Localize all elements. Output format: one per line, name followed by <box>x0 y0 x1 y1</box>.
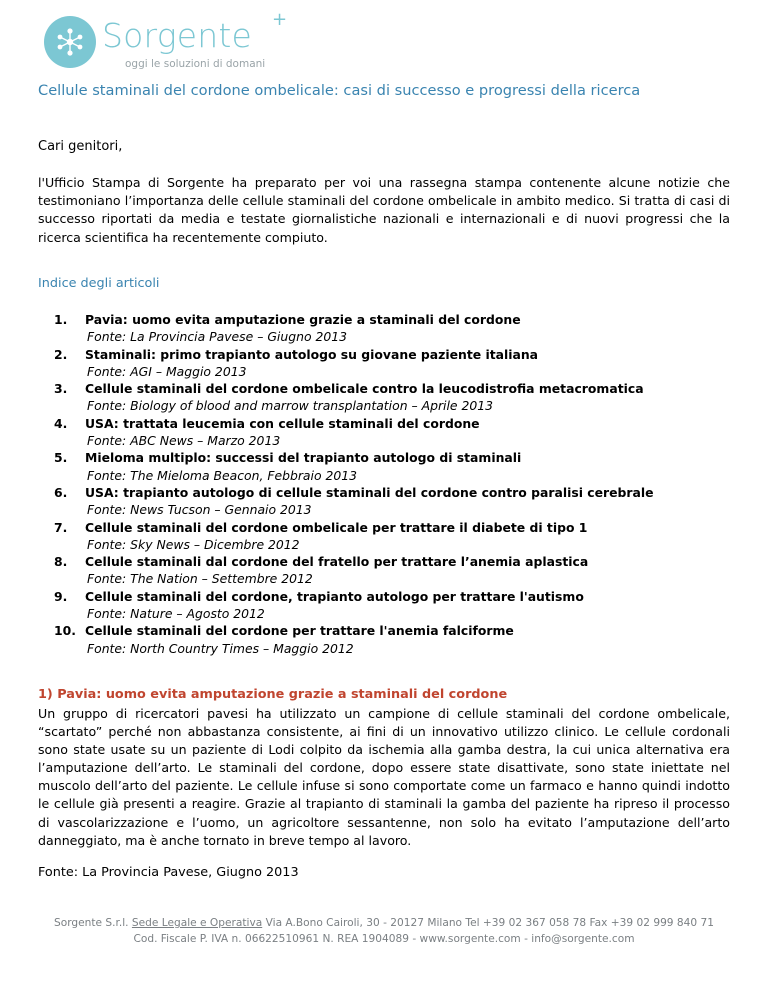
footer-company: Sorgente S.r.l. <box>54 917 129 929</box>
index-headline: Cellule staminali dal cordone del fratello per trattare l’anemia aplastica <box>85 554 589 570</box>
index-number: 9. <box>54 588 68 604</box>
index-number: 4. <box>54 415 68 431</box>
index-item <box>38 519 738 554</box>
index-headline: Cellule staminali del cordone ombelicale per trattare il diabete di tipo 1 <box>85 519 588 535</box>
article-heading: 1) Pavia: uomo evita amputazione grazie a staminali del cordone <box>38 687 508 702</box>
index-item <box>38 484 738 519</box>
logo-wordmark: Sorgente <box>102 16 252 55</box>
index-item <box>38 311 738 346</box>
index-number: 7. <box>54 519 68 535</box>
index-source: Fonte: Sky News – Dicembre 2012 <box>87 536 300 552</box>
index-item <box>38 415 738 450</box>
index-item <box>38 622 738 657</box>
index-headline: Cellule staminali del cordone ombelicale contro la leucodistrofia metacromatica <box>85 381 644 397</box>
index-headline: Mieloma multiplo: successi del trapianto autologo di staminali <box>85 450 522 466</box>
logo-tagline: oggi le soluzioni di domani <box>125 58 266 70</box>
index-source: Fonte: Nature – Agosto 2012 <box>87 606 265 622</box>
index-number: 2. <box>54 346 68 362</box>
article-body: Un gruppo di ricercatori pavesi ha utilizzato un campione di cellule staminali del cordone ombelicale, “scartato” perché non abbastanza consistente, ai fini di un innovativo utilizzo clinico. Le cellule cordonali sono state usate su un paziente di Lodi colpito da ischemia alla gamba destra, la cui unica alternativa era l’amputazione dell’arto. Le staminali del cordone, dopo essere state disattivate, sono state iniettate nel muscolo dell’arto del paziente. Le cellule infuse si sono comportate come un farmaco e hanno quindi indotto le cellule già presenti a reagire. Grazie al trapianto di staminali la gamba del paziente ha ripreso il processo di vascolarizzazione e l’uomo, un agricoltore sessantenne, non solo ha evitato l’amputazione dell’arto danneggiato, ma è anche tornato in breve tempo al lavoro. <box>38 706 730 848</box>
index-item <box>38 449 738 484</box>
index-headline: Cellule staminali del cordone, trapianto autologo per trattare l'autismo <box>85 588 584 604</box>
footer-line-2: Cod. Fiscale P. IVA n. 06622510961 N. REA 1904089 - www.sorgente.com - info@sorgente.com <box>133 933 635 945</box>
index-number: 3. <box>54 381 68 397</box>
article-index <box>38 311 738 657</box>
index-number: 10. <box>54 623 76 639</box>
article-source: Fonte: La Provincia Pavese, Giugno 2013 <box>38 865 299 880</box>
index-source: Fonte: Biology of blood and marrow transplantation – Aprile 2013 <box>87 398 494 414</box>
index-number: 5. <box>54 450 68 466</box>
index-number: 1. <box>54 312 68 327</box>
index-number: 6. <box>54 484 68 500</box>
sorgente-logo <box>44 9 288 70</box>
index-headline: USA: trapianto autologo di cellule staminali del cordone contro paralisi cerebrale <box>85 484 654 500</box>
index-source: Fonte: AGI – Maggio 2013 <box>87 363 247 379</box>
index-source: Fonte: La Provincia Pavese – Giugno 2013 <box>87 329 347 345</box>
index-item <box>38 380 738 415</box>
index-source: Fonte: North Country Times – Maggio 2012 <box>87 640 354 656</box>
footer-line-1 <box>0 915 768 931</box>
document-title: Cellule staminali del cordone ombelicale: casi di successo e progressi della ricerca <box>38 82 641 99</box>
intro-paragraph: l'Ufficio Stampa di Sorgente ha preparato per voi una rassegna stampa contenente alcune notizie che testimoniano l’importanza delle cellule staminali del cordone ombelicale in ambito medico. Si tratta di casi di successo riportati da media e testate giornalistiche nazionali e internazionali e di nuovi progressi che la ricerca scientifica ha recentemente compiuto. <box>38 175 730 245</box>
index-source: Fonte: The Nation – Settembre 2012 <box>87 571 313 587</box>
logo-plus: + <box>272 9 288 30</box>
index-number: 8. <box>54 554 68 570</box>
index-headline: Cellule staminali del cordone per trattare l'anemia falciforme <box>85 623 514 639</box>
index-item <box>38 588 738 623</box>
footer-address: Via A.Bono Cairoli, 30 - 20127 Milano Tel +39 02 367 058 78 Fax +39 02 999 840 71 <box>265 917 714 929</box>
page-footer <box>0 915 768 947</box>
salutation: Cari genitori, <box>38 139 123 154</box>
index-headline: Pavia: uomo evita amputazione grazie a staminali del cordone <box>85 312 521 327</box>
footer-office-label: Sede Legale e Operativa <box>131 917 263 929</box>
logo-icon <box>44 16 96 68</box>
index-source: Fonte: ABC News – Marzo 2013 <box>87 433 281 449</box>
index-headline: Staminali: primo trapianto autologo su giovane paziente italiana <box>85 346 539 362</box>
index-source: Fonte: The Mieloma Beacon, Febbraio 2013 <box>87 467 358 483</box>
index-item <box>38 553 738 588</box>
molecule-icon <box>44 16 96 68</box>
index-item <box>38 346 738 381</box>
index-heading: Indice degli articoli <box>38 276 160 291</box>
index-headline: USA: trattata leucemia con cellule staminali del cordone <box>85 415 480 431</box>
index-source: Fonte: News Tucson – Gennaio 2013 <box>87 502 312 518</box>
